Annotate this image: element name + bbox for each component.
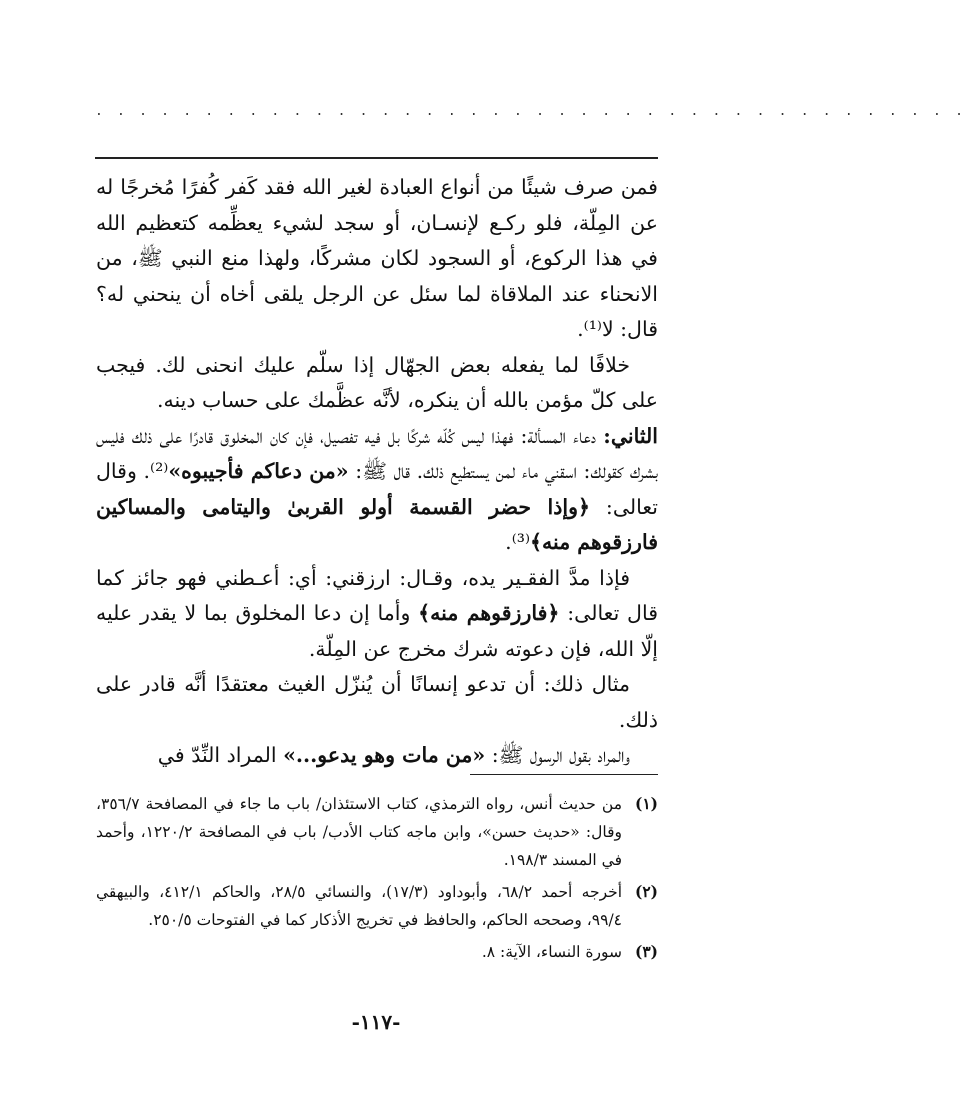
footnote-number: (١) — [634, 794, 658, 813]
page-number: -١١٧- — [351, 1010, 401, 1034]
paragraph-4-text-b: وأما إن دعا المخلوق بما لا يقدر عليه إلّا الله، فإن دعوته شرك مخرج عن المِلّة. — [96, 601, 658, 661]
decorative-dot-leader: . . . . . . . . . . . . . . . . . . . . . . . . . . . . . . . . . . . . . . . . — [95, 104, 966, 119]
main-text — [96, 170, 658, 774]
paragraph-6 — [96, 738, 658, 774]
section-lead: الثاني: — [603, 423, 658, 448]
hadith-quote: «من مات وهو يدعو...» — [283, 743, 486, 767]
paragraph-4 — [96, 561, 658, 668]
paragraph-4-text-a: فإذا مدَّ الفقـير يده، وقـال: ارزقني: أي: أعـطني فهو جائز كما قال تعالى: — [96, 565, 658, 625]
header-rule — [95, 157, 658, 159]
footnote-text: أخرجه أحمد ٦٨/٢، وأبوداود (١٧/٣)، والنسائي ٢٨/٥، والحاكم ٤١٢/١، والبيهقي ٩٩/٤، وصححه الحاكم، والحافظ في تخريج الأذكار كما في الفتوحات ٢٥٠/٥. — [96, 883, 623, 929]
footnote-3 — [96, 938, 658, 966]
paragraph-2: خلافًا لما يفعله بعض الجهّال إذا سلّم عليك انحنى لك. فيجب على كلّ مؤمن بالله أن ينكره، لأنَّه عظَّمك على حساب دينه. — [96, 352, 658, 412]
footnote-number: (٢) — [634, 882, 658, 901]
paragraph-6-text-a: والمراد بقول الرسول ﷺ: — [485, 743, 630, 767]
paragraph-5: مثال ذلك: أن تدعو إنسانًا أن يُنزّل الغيث معتقدًا أنَّه قادر على ذلك. — [96, 672, 658, 732]
footnotes — [96, 790, 658, 970]
quran-verse: ﴿وإذا حضر القسمة أولو القربىٰ واليتامى والمساكين فارزقوهم منه﴾ — [96, 494, 658, 554]
footnote-rule — [470, 774, 658, 775]
paragraph-3 — [96, 419, 658, 561]
footnote-number: (٣) — [634, 942, 658, 961]
footnote-1 — [96, 790, 658, 874]
hadith-quote: «من دعاكم فأجيبوه» — [168, 459, 349, 483]
footnote-2 — [96, 878, 658, 934]
paragraph-3-text-b: ⁽²⁾. وقال تعالى: — [96, 459, 658, 519]
footnote-text: سورة النساء، الآية: ٨. — [481, 943, 622, 961]
paragraph-3-text-a: دعاء المسألة: فهذا ليس كُلّه شركًا بل فيه تفصيل، فإن كان المخلوق قادرًا على ذلك فليس بشرك كقولك: اسقني ماء لمن يستطيع ذلك. قال ﷺ: — [96, 423, 658, 483]
paragraph-1: فمن صرف شيئًا من أنواع العبادة لغير الله فقد كَفر كُفرًا مُخرجًا له عن المِلّة، فلو ركـع لإنسـان، أو سجد لشيء يعظِّمه كتعظيم الله في هذا الركوع، أو السجود لكان مشركًا، ولهذا منع النبي ﷺ، من الانحناء عند الملاقاة لما سئل عن الرجل يلقى أخاه أن ينحني له؟ قال: لا⁽¹⁾. — [96, 175, 658, 341]
footnote-text: من حديث أنس، رواه الترمذي، كتاب الاستئذان/ باب ما جاء في المصافحة ٣٥٦/٧، وقال: «حديث حسن»، وابن ماجه كتاب الأدب/ باب في المصافحة ١٢٢٠/٢، وأحمد في المسند ١٩٨/٣. — [96, 795, 622, 869]
paragraph-6-text-b: المراد النِّدّ في — [157, 743, 284, 767]
paragraph-3-text-c: ⁽³⁾. — [505, 530, 530, 554]
quran-verse: ﴿فارزقوهم منه﴾ — [418, 601, 560, 625]
